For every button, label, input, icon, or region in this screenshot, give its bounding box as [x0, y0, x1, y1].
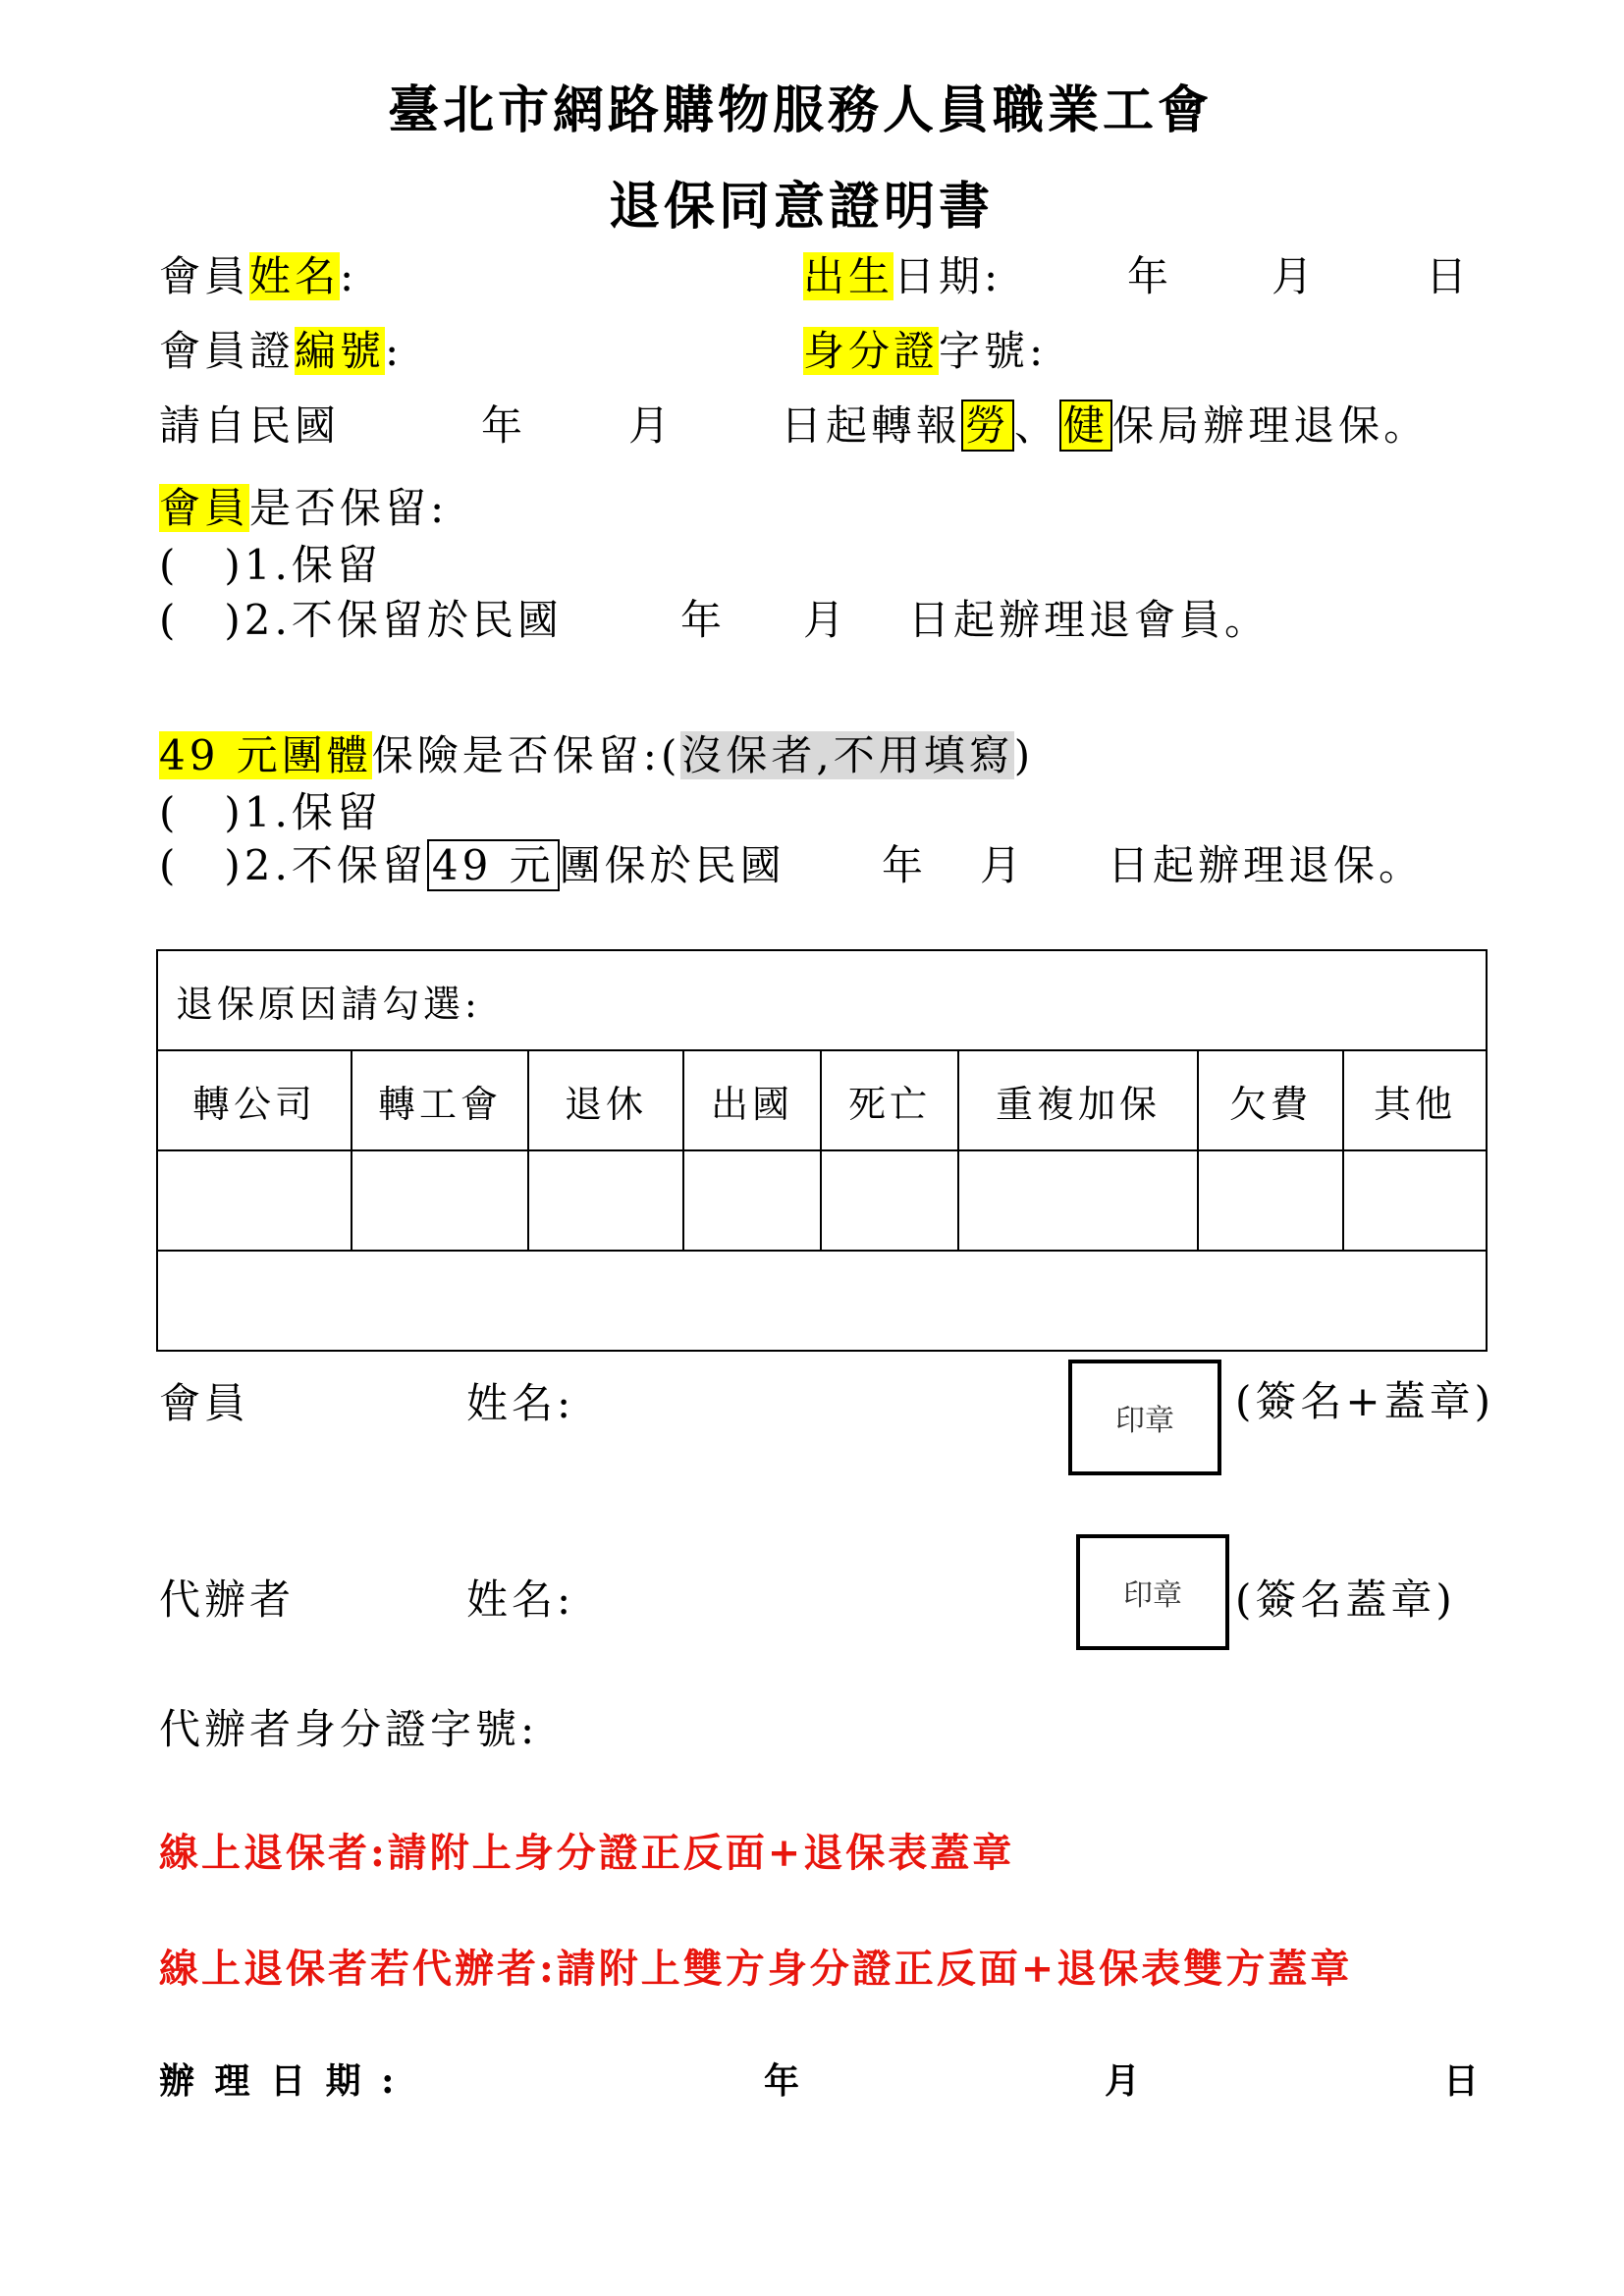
member-stamp-box[interactable]: 印章 [1068, 1360, 1221, 1475]
page-subtitle: 退保同意證明書 [609, 178, 995, 237]
birth-year: 年 [1127, 252, 1173, 300]
group-49-box: 49 元 [427, 839, 560, 891]
group-ins-label: 保險是否保留:( [371, 731, 681, 779]
process-year: 年 [764, 2060, 804, 2102]
reason-abroad: 出國 [683, 1050, 821, 1150]
group-option-2[interactable] [159, 836, 785, 895]
transfer-row-tail [781, 397, 1429, 455]
check-cell[interactable] [1198, 1150, 1343, 1251]
retain-label: 是否保留: [249, 484, 449, 532]
agent-stamp-box[interactable]: 印章 [1076, 1534, 1229, 1650]
transfer-year: 年 [481, 401, 527, 450]
id-no-label: 字號: [939, 327, 1048, 375]
member-name-prefix: 會員 [159, 252, 250, 300]
member-name-colon: : [340, 252, 358, 300]
reason-arrears: 欠費 [1198, 1050, 1343, 1150]
other-reason-cell[interactable] [157, 1251, 1487, 1351]
process-day: 日 [1443, 2060, 1484, 2102]
member-no-colon: : [385, 327, 404, 375]
check-cell[interactable] [683, 1150, 821, 1251]
group-month: 月 [980, 841, 1026, 889]
group-year: 年 [882, 841, 928, 889]
id-no-row [803, 322, 1047, 381]
retain-tail: 日起辦理退會員。 [908, 596, 1271, 644]
health-box: 健 [1059, 400, 1112, 452]
member-name-highlight: 姓名 [249, 252, 341, 300]
member-no-row [159, 322, 403, 381]
group-ins-note: 沒保者,不用填寫 [680, 731, 1014, 779]
check-cell[interactable] [157, 1150, 352, 1251]
reasons-table [156, 949, 1488, 1352]
labor-box: 勞 [961, 400, 1014, 452]
check-cell[interactable] [958, 1150, 1198, 1251]
retain-month: 月 [803, 596, 849, 644]
retain-option-2[interactable]: ( )2.不保留於民國 [159, 596, 563, 644]
agent-id-label: 代辦者身分證字號: [159, 1705, 539, 1753]
process-month: 月 [1105, 2060, 1145, 2102]
reasons-header: 退保原因請勾選: [157, 950, 1487, 1050]
reason-duplicate: 重複加保 [958, 1050, 1198, 1150]
online-note: 線上退保者:請附上身分證正反面+退保表蓋章 [159, 1830, 1015, 1876]
transfer-sep: 、 [1014, 401, 1060, 450]
retain-option-1[interactable]: ( )1.保留 [159, 541, 382, 589]
transfer-month: 月 [628, 401, 675, 450]
group-option-1[interactable]: ( )1.保留 [159, 788, 382, 836]
group-ins-question [159, 726, 1034, 785]
agent-name-label: 姓名: [466, 1575, 575, 1624]
check-cell[interactable] [821, 1150, 958, 1251]
group-option-2-a: ( )2.不保留 [159, 841, 427, 889]
birth-month: 月 [1272, 252, 1318, 300]
retain-member-question [159, 479, 448, 538]
id-no-highlight: 身分證 [803, 327, 940, 375]
reason-other: 其他 [1343, 1050, 1487, 1150]
agent-label: 代辦者 [159, 1575, 296, 1624]
retain-year: 年 [680, 596, 727, 644]
group-ins-close: ) [1013, 731, 1035, 779]
process-date-label: 辦 理 日 期 : [159, 2060, 399, 2102]
birth-highlight: 出生 [803, 252, 894, 300]
check-cell[interactable] [528, 1150, 683, 1251]
transfer-a: 請自民國 [159, 401, 341, 450]
member-no-prefix: 會員證 [159, 327, 296, 375]
transfer-b: 日起轉報 [781, 401, 962, 450]
group-tail: 日起辦理退保。 [1108, 841, 1425, 889]
member-no-highlight: 編號 [295, 327, 386, 375]
reason-retire: 退休 [528, 1050, 683, 1150]
birth-day: 日 [1426, 252, 1472, 300]
page-title: 臺北市網路購物服務人員職業工會 [388, 81, 1214, 140]
member-name-label: 姓名: [466, 1379, 575, 1427]
reason-transfer-union: 轉工會 [352, 1050, 528, 1150]
birth-date-label: 日期: [893, 252, 1002, 300]
member-sign-note: (簽名+蓋章) [1235, 1377, 1494, 1425]
member-name-row [159, 247, 357, 306]
retain-highlight: 會員 [159, 484, 250, 532]
transfer-c: 保局辦理退保。 [1112, 401, 1430, 450]
check-cell[interactable] [1343, 1150, 1487, 1251]
online-agent-note: 線上退保者若代辦者:請附上雙方身分證正反面+退保表雙方蓋章 [159, 1946, 1353, 1992]
check-cell[interactable] [352, 1150, 528, 1251]
reason-transfer-company: 轉公司 [157, 1050, 352, 1150]
group-ins-highlight: 49 元團體 [159, 731, 372, 779]
member-label: 會員 [159, 1379, 250, 1427]
agent-sign-note: (簽名蓋章) [1235, 1575, 1456, 1624]
reason-death: 死亡 [821, 1050, 958, 1150]
group-option-2-b: 團保於民國 [559, 841, 785, 889]
birth-date-row [803, 247, 1001, 306]
